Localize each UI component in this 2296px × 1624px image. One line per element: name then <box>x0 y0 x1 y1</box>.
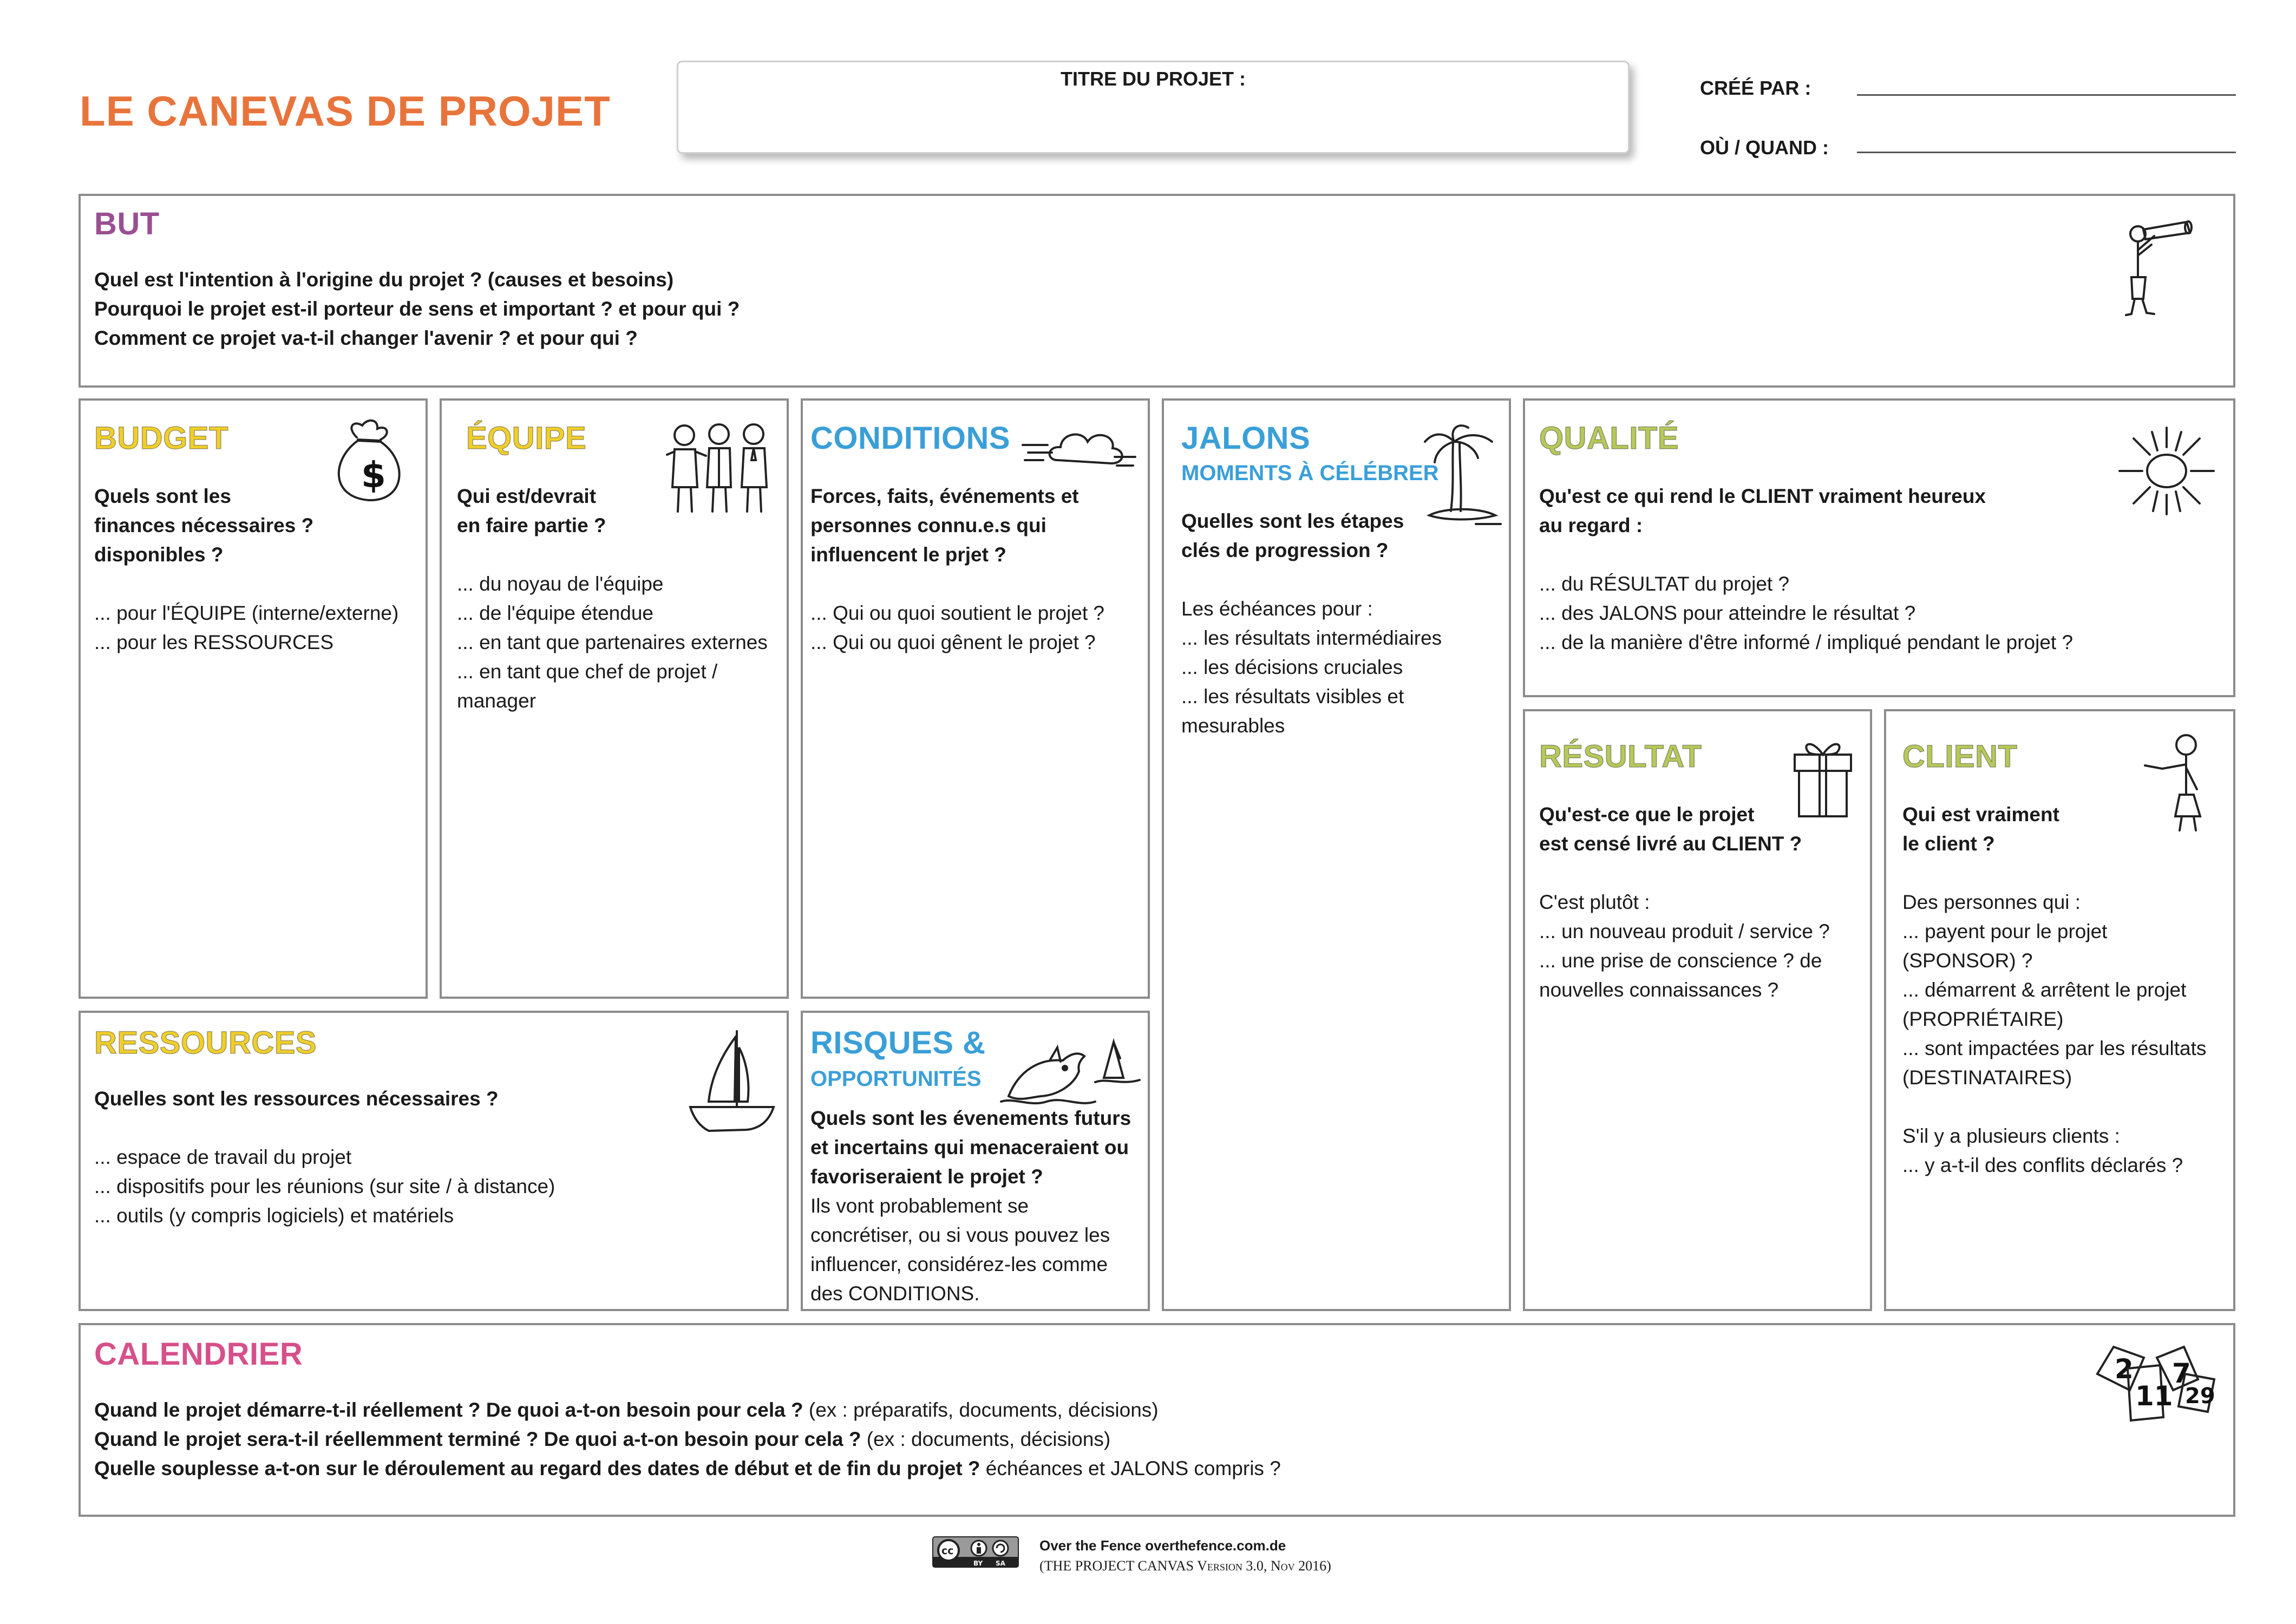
calendar-number: 11 <box>2135 1380 2173 1412</box>
team-people-icon <box>664 422 777 520</box>
calendrier-row <box>94 1425 1281 1454</box>
conditions-item: ... Qui ou quoi soutient le projet ? <box>810 602 1105 624</box>
resultat-question: Qu'est-ce que le projet <box>1539 803 1755 826</box>
risques-item: influencer, considérez-les comme <box>810 1253 1108 1275</box>
risques-content <box>810 1104 1131 1308</box>
conditions-question: personnes connu.e.s qui <box>810 514 1046 536</box>
client-item: ... payent pour le projet <box>1902 920 2108 942</box>
where-when-label: OÙ / QUAND : <box>1700 136 1829 159</box>
conditions-item: ... Qui ou quoi gênent le projet ? <box>810 631 1096 653</box>
client-intro: Des personnes qui : <box>1902 891 2081 913</box>
calendar-pages-icon <box>2092 1336 2222 1436</box>
equipe-question: en faire partie ? <box>457 514 606 536</box>
ressources-item: ... espace de travail du projet <box>94 1146 352 1168</box>
person-pointing-icon <box>2141 730 2211 835</box>
money-bag-icon <box>324 416 416 510</box>
created-by-label: CRÉÉ PAR : <box>1700 77 1811 99</box>
qualite-content <box>1539 482 2073 657</box>
jalons-intro: Les échéances pour : <box>1181 598 1373 620</box>
conditions-content <box>810 482 1104 657</box>
equipe-title: ÉQUIPE <box>466 421 587 456</box>
conditions-section <box>801 398 1150 999</box>
calendrier-row <box>94 1454 1281 1483</box>
budget-title: BUDGET <box>94 421 228 456</box>
qualite-question: au regard : <box>1539 514 1643 536</box>
ressources-item: ... dispositifs pour les réunions (sur site / à distance) <box>94 1175 555 1197</box>
dolphin-shark-icon <box>998 1026 1144 1115</box>
budget-item: ... pour l'ÉQUIPE (interne/externe) <box>94 602 399 624</box>
sailboat-icon <box>687 1026 779 1137</box>
but-questions <box>94 265 740 353</box>
cc-by-sa-badge-icon <box>932 1536 1019 1570</box>
calendrier-row-note: (ex : préparatifs, documents, décisions) <box>803 1399 1159 1421</box>
cc-sa-text: SA <box>996 1560 1005 1567</box>
resultat-title: RÉSULTAT <box>1539 739 1702 774</box>
calendar-number: 29 <box>2185 1384 2215 1409</box>
calendrier-row-question: Quand le projet sera-t-il réellemment terminé ? De quoi a-t-on besoin pour cela ? <box>94 1428 861 1450</box>
client-question: le client ? <box>1902 833 1995 855</box>
cloud-wind-icon <box>1019 417 1139 479</box>
calendar-number: 7 <box>2172 1358 2191 1389</box>
client-item: (PROPRIÉTAIRE) <box>1902 1008 2064 1030</box>
risques-item: des CONDITIONS. <box>810 1282 980 1305</box>
but-line: Pourquoi le projet est-il porteur de sens et important ? et pour qui ? <box>94 298 740 320</box>
gift-box-icon <box>1790 733 1855 822</box>
jalons-subtitle: MOMENTS À CÉLÉBRER <box>1181 461 1439 485</box>
budget-question: disponibles ? <box>94 543 224 566</box>
resultat-item: nouvelles connaissances ? <box>1539 979 1779 1001</box>
calendrier-title: CALENDRIER <box>94 1337 303 1372</box>
risques-section <box>801 1011 1150 1311</box>
budget-question: Quels sont les <box>94 485 231 507</box>
client-item: (DESTINATAIRES) <box>1902 1066 2072 1089</box>
calendrier-row <box>94 1396 1281 1425</box>
cc-badge-text: cc <box>941 1545 954 1557</box>
resultat-section <box>1523 709 1872 1311</box>
risques-question: favoriseraient le projet ? <box>810 1165 1043 1188</box>
project-title-label: TITRE DU PROJET : <box>1060 68 1246 90</box>
jalons-question: clés de progression ? <box>1181 539 1389 561</box>
resultat-intro: C'est plutôt : <box>1539 891 1650 913</box>
but-line: Quel est l'intention à l'origine du projet ? (causes et besoins) <box>94 269 674 291</box>
qualite-item: ... de la manière d'être informé / impliqué pendant le projet ? <box>1539 631 2073 653</box>
palm-island-icon <box>1422 420 1503 531</box>
qualite-section <box>1523 398 2235 697</box>
svg-text:$: $ <box>361 454 386 496</box>
budget-item: ... pour les RESSOURCES <box>94 631 334 653</box>
jalons-item: mesurables <box>1181 715 1285 737</box>
client-item: ... démarrent & arrêtent le projet <box>1902 979 2187 1001</box>
sun-icon <box>2115 422 2218 522</box>
ressources-content <box>94 1084 555 1230</box>
ressources-title: RESSOURCES <box>94 1025 317 1060</box>
calendrier-row-note: échéances et JALONS compris ? <box>980 1457 1281 1479</box>
risques-subtitle: OPPORTUNITÉS <box>810 1067 982 1091</box>
jalons-item: ... les résultats intermédiaires <box>1181 627 1442 649</box>
jalons-item: ... les résultats visibles et <box>1181 685 1404 708</box>
resultat-question: est censé livré au CLIENT ? <box>1539 833 1802 855</box>
client-content <box>1902 800 2206 1180</box>
risques-item: Ils vont probablement se <box>810 1195 1029 1217</box>
client-item: ... sont impactées par les résultats <box>1902 1037 2207 1059</box>
client-outro-item: ... y a-t-il des conflits déclarés ? <box>1902 1154 2183 1176</box>
but-line: Comment ce projet va-t-il changer l'avenir ? et pour qui ? <box>94 327 638 349</box>
footer-credit: Over the Fence overthefence.com.de <box>1039 1537 1286 1554</box>
client-question: Qui est vraiment <box>1902 803 2059 826</box>
page-title: LE CANEVAS DE PROJET <box>80 87 611 135</box>
equipe-item: ... du noyau de l'équipe <box>457 573 664 595</box>
calendrier-row-note: (ex : documents, décisions) <box>861 1428 1111 1450</box>
client-title: CLIENT <box>1902 739 2018 774</box>
ressources-section <box>79 1011 789 1311</box>
equipe-question: Qui est/devrait <box>457 485 597 507</box>
conditions-question: Forces, faits, événements et <box>810 485 1079 507</box>
budget-section <box>79 398 428 999</box>
but-section <box>79 194 2235 388</box>
equipe-item: ... en tant que partenaires externes <box>457 631 768 653</box>
risques-question: et incertains qui menaceraient ou <box>810 1136 1129 1158</box>
qualite-title: QUALITÉ <box>1539 421 1679 456</box>
budget-question: finances nécessaires ? <box>94 514 314 536</box>
project-title-field[interactable] <box>677 61 1630 154</box>
qualite-item: ... du RÉSULTAT du projet ? <box>1539 573 1790 595</box>
footer-credits <box>1039 1535 1331 1576</box>
risques-item: concrétiser, ou si vous pouvez les <box>810 1224 1110 1246</box>
equipe-item: ... en tant que chef de projet / <box>457 660 718 683</box>
resultat-item: ... une prise de conscience ? de <box>1539 949 1822 972</box>
equipe-item: manager <box>457 690 537 712</box>
calendrier-row-question: Quelle souplesse a-t-on sur le déroulement au regard des dates de début et de fin du projet ? <box>94 1457 980 1479</box>
jalons-item: ... les décisions cruciales <box>1181 656 1403 678</box>
conditions-title: CONDITIONS <box>810 421 1011 456</box>
calendrier-content <box>94 1396 1281 1483</box>
equipe-item: ... de l'équipe étendue <box>457 602 653 624</box>
cc-by-text: BY <box>973 1560 983 1567</box>
resultat-item: ... un nouveau produit / service ? <box>1539 920 1830 942</box>
but-title: BUT <box>94 206 160 241</box>
resultat-content <box>1539 800 1830 1005</box>
risques-title: RISQUES & <box>810 1025 986 1060</box>
ressources-question: Quelles sont les ressources nécessaires ? <box>94 1088 499 1110</box>
jalons-content <box>1181 507 1442 741</box>
ressources-item: ... outils (y compris logiciels) et matériels <box>94 1204 454 1227</box>
conditions-question: influencent le prjet ? <box>810 543 1006 566</box>
qualite-question: Qu'est ce qui rend le CLIENT vraiment heureux <box>1539 485 1986 507</box>
calendrier-section <box>79 1323 2235 1517</box>
calendar-number: 2 <box>2115 1353 2134 1385</box>
where-when-field[interactable] <box>1857 152 2236 153</box>
calendrier-row-question: Quand le projet démarre-t-il réellement ? De quoi a-t-on besoin pour cela ? <box>94 1399 803 1421</box>
footer-version: (THE PROJECT CANVAS Version 3.0, Nov 2016) <box>1039 1558 1331 1574</box>
equipe-section <box>440 398 789 999</box>
jalons-section <box>1162 398 1511 1311</box>
risques-question: Quels sont les évenements futurs <box>810 1107 1131 1129</box>
telescope-person-icon <box>2122 218 2208 323</box>
jalons-question: Quelles sont les étapes <box>1181 510 1404 532</box>
qualite-item: ... des JALONS pour atteindre le résultat ? <box>1539 602 1916 624</box>
client-outro-intro: S'il y a plusieurs clients : <box>1902 1125 2120 1147</box>
client-section <box>1884 709 2235 1311</box>
client-item: (SPONSOR) ? <box>1902 949 2033 972</box>
jalons-title: JALONS <box>1181 421 1311 456</box>
created-by-field[interactable] <box>1857 94 2236 96</box>
